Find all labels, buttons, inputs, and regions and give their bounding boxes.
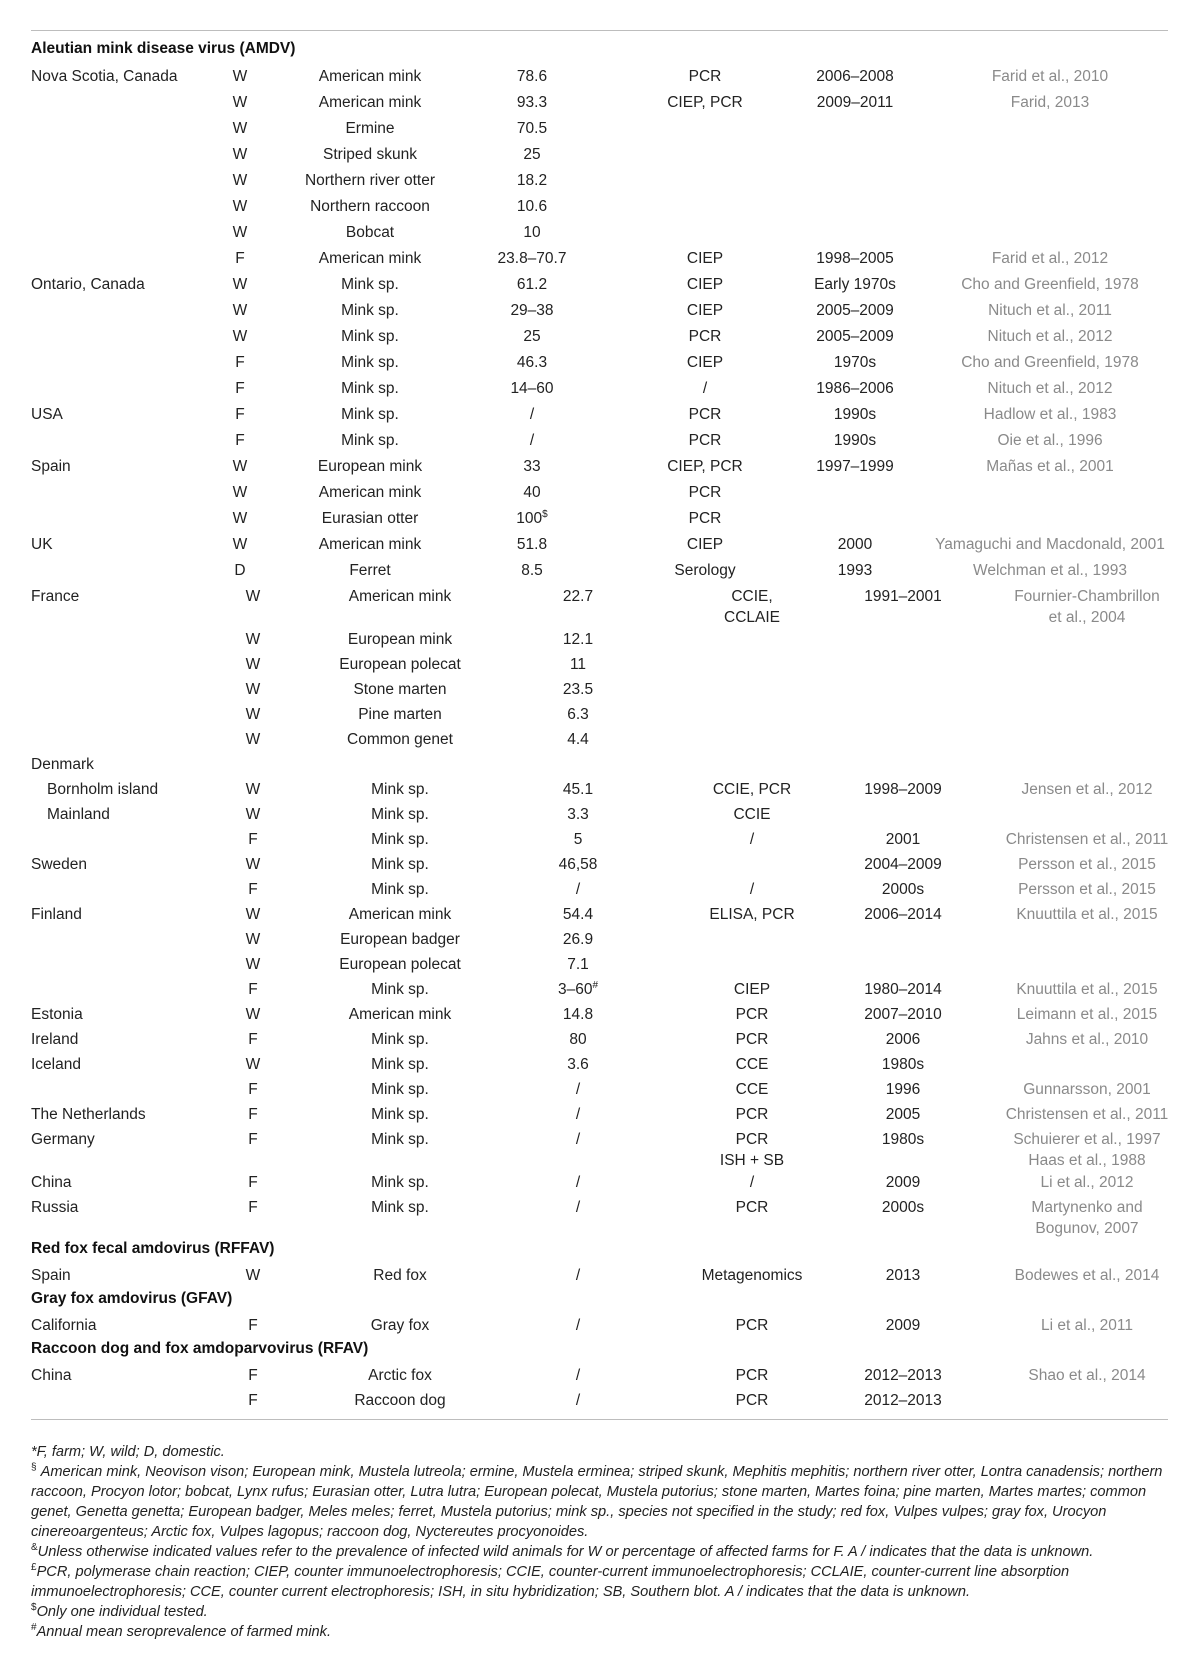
footnotes: [31, 1442, 1168, 1642]
period-cell: 1998–2005: [816, 250, 894, 267]
footnote-single-individual: $Only one individual tested.: [31, 1602, 208, 1620]
species-cell: Northern raccoon: [310, 198, 430, 215]
prevalence-cell: 10: [523, 224, 541, 241]
species-cell: Gray fox: [370, 1317, 430, 1334]
method-cell: PCR ISH + SB: [719, 1131, 785, 1169]
habitat-cell: W: [232, 302, 248, 319]
habitat-cell: W: [245, 856, 261, 873]
location-cell: Ireland: [31, 1031, 79, 1048]
habitat-cell: W: [232, 120, 248, 137]
reference-cell: Bodewes et al., 2014: [1014, 1267, 1160, 1284]
reference-cell: Farid et al., 2012: [991, 250, 1109, 267]
prevalence-cell: 23.8–70.7: [497, 250, 567, 267]
period-cell: 1980s: [881, 1056, 925, 1073]
prevalence-cell: 8.5: [521, 562, 543, 579]
reference-cell: Knuuttila et al., 2015: [1016, 906, 1158, 923]
species-cell: Mink sp.: [371, 831, 429, 848]
reference-cell: Jahns et al., 2010: [1025, 1031, 1149, 1048]
prevalence-cell: 14–60: [510, 380, 554, 397]
species-cell: American mink: [318, 250, 422, 267]
habitat-cell: W: [245, 806, 261, 823]
prevalence-cell: 46,58: [558, 856, 598, 873]
reference-cell: Knuuttila et al., 2015: [1016, 981, 1158, 998]
prevalence-cell: 78.6: [516, 68, 548, 85]
habitat-cell: W: [245, 588, 261, 605]
species-cell: Mink sp.: [371, 981, 429, 998]
method-cell: Serology: [674, 562, 736, 579]
method-cell: CIEP: [686, 302, 724, 319]
prevalence-cell: 100$: [516, 508, 548, 527]
prevalence-cell: 80: [569, 1031, 587, 1048]
prevalence-cell: 12.1: [562, 631, 594, 648]
habitat-cell: W: [245, 731, 261, 748]
method-cell: CIEP: [733, 981, 771, 998]
method-cell: CIEP: [686, 250, 724, 267]
section-title: Raccoon dog and fox amdoparvovirus (RFAV): [31, 1340, 369, 1357]
species-cell: Mink sp.: [371, 856, 429, 873]
prevalence-cell: 25: [523, 328, 541, 345]
prevalence-cell: /: [575, 1131, 581, 1148]
habitat-cell: F: [248, 1392, 258, 1409]
period-cell: 2005–2009: [816, 328, 894, 345]
reference-cell: Li et al., 2012: [1040, 1174, 1134, 1191]
prevalence-cell: 33: [523, 458, 541, 475]
location-cell: Mainland: [47, 806, 110, 823]
location-cell: California: [31, 1317, 97, 1334]
method-cell: PCR: [735, 1006, 769, 1023]
species-cell: Ferret: [349, 562, 391, 579]
species-cell: European mink: [317, 458, 423, 475]
habitat-cell: F: [248, 881, 258, 898]
reference-cell: Martynenko and Bogunov, 2007: [1031, 1199, 1143, 1237]
habitat-cell: W: [245, 956, 261, 973]
species-cell: Mink sp.: [371, 1174, 429, 1191]
reference-cell: Persson et al., 2015: [1018, 856, 1156, 873]
method-cell: PCR: [688, 406, 722, 423]
period-cell: Early 1970s: [814, 276, 896, 293]
reference-cell: Jensen et al., 2012: [1021, 781, 1153, 798]
location-cell: USA: [31, 406, 63, 423]
prevalence-cell: /: [575, 1317, 581, 1334]
prevalence-cell: 6.3: [567, 706, 589, 723]
location-cell: The Netherlands: [31, 1106, 146, 1123]
prevalence-cell: /: [575, 1199, 581, 1216]
period-cell: 2004–2009: [864, 856, 942, 873]
method-cell: PCR: [735, 1199, 769, 1216]
habitat-cell: W: [245, 681, 261, 698]
method-cell: PCR: [688, 484, 722, 501]
top-rule: [31, 30, 1168, 31]
reference-cell: Farid, 2013: [1010, 94, 1090, 111]
species-cell: European badger: [340, 931, 460, 948]
reference-cell: Gunnarsson, 2001: [1023, 1081, 1151, 1098]
method-cell: Metagenomics: [701, 1267, 803, 1284]
species-cell: Mink sp.: [341, 354, 399, 371]
prevalence-cell: 40: [523, 484, 541, 501]
method-cell: PCR: [735, 1367, 769, 1384]
location-cell: Estonia: [31, 1006, 83, 1023]
habitat-cell: W: [245, 656, 261, 673]
habitat-cell: F: [248, 1031, 258, 1048]
period-cell: 2005: [885, 1106, 921, 1123]
prevalence-cell: /: [575, 1267, 581, 1284]
section-title: Aleutian mink disease virus (AMDV): [31, 40, 296, 57]
species-cell: Mink sp.: [341, 406, 399, 423]
species-cell: Eurasian otter: [321, 510, 419, 527]
reference-cell: Leimann et al., 2015: [1016, 1006, 1158, 1023]
method-cell: /: [749, 831, 755, 848]
species-cell: American mink: [348, 588, 452, 605]
method-cell: CIEP: [686, 354, 724, 371]
prevalence-cell: 18.2: [516, 172, 548, 189]
prevalence-cell: 46.3: [516, 354, 548, 371]
prevalence-cell: /: [575, 1081, 581, 1098]
location-cell: Russia: [31, 1199, 79, 1216]
period-cell: 2005–2009: [816, 302, 894, 319]
species-cell: American mink: [318, 484, 422, 501]
species-cell: Mink sp.: [371, 806, 429, 823]
habitat-cell: W: [245, 706, 261, 723]
reference-cell: Welchman et al., 1993: [973, 562, 1127, 579]
period-cell: 2000: [837, 536, 873, 553]
species-cell: Mink sp.: [341, 302, 399, 319]
reference-cell: Christensen et al., 2011: [1005, 1106, 1169, 1123]
section-title: Gray fox amdovirus (GFAV): [31, 1290, 233, 1307]
period-cell: 2009: [885, 1174, 921, 1191]
method-cell: PCR: [688, 432, 722, 449]
species-cell: European polecat: [339, 956, 461, 973]
period-cell: 1980–2014: [864, 981, 942, 998]
reference-cell: Christensen et al., 2011: [1005, 831, 1169, 848]
reference-cell: Persson et al., 2015: [1018, 881, 1156, 898]
footnote-mark: #: [592, 979, 599, 991]
prevalence-cell: 22.7: [562, 588, 594, 605]
species-cell: Mink sp.: [341, 432, 399, 449]
location-cell: France: [31, 588, 80, 605]
prevalence-cell: /: [575, 1367, 581, 1384]
method-cell: CCE: [735, 1056, 769, 1073]
habitat-cell: W: [232, 510, 248, 527]
method-cell: PCR: [688, 328, 722, 345]
prevalence-cell: 23.5: [562, 681, 594, 698]
method-cell: CCIE, PCR: [712, 781, 792, 798]
period-cell: 1980s: [881, 1131, 925, 1148]
method-cell: PCR: [688, 510, 722, 527]
location-cell: Finland: [31, 906, 82, 923]
prevalence-cell: /: [575, 1392, 581, 1409]
period-cell: 2009: [885, 1317, 921, 1334]
footnote-key: *F, farm; W, wild; D, domestic.: [31, 1444, 225, 1460]
prevalence-cell: /: [529, 432, 535, 449]
habitat-cell: F: [248, 1367, 258, 1384]
habitat-cell: F: [235, 250, 245, 267]
prevalence-cell: 70.5: [516, 120, 548, 137]
period-cell: 1998–2009: [864, 781, 942, 798]
prevalence-cell: 14.8: [562, 1006, 594, 1023]
habitat-cell: W: [232, 146, 248, 163]
prevalence-cell: 4.4: [567, 731, 589, 748]
period-cell: 2006: [885, 1031, 921, 1048]
reference-cell: Schuierer et al., 1997 Haas et al., 1988: [1013, 1131, 1161, 1169]
species-cell: Mink sp.: [371, 1056, 429, 1073]
prevalence-cell: 10.6: [516, 198, 548, 215]
habitat-cell: F: [235, 354, 245, 371]
prevalence-cell: /: [575, 881, 581, 898]
period-cell: 1990s: [833, 432, 877, 449]
period-cell: 2012–2013: [864, 1392, 942, 1409]
period-cell: 1990s: [833, 406, 877, 423]
species-cell: American mink: [318, 94, 422, 111]
method-cell: CCIE, CCLAIE: [724, 588, 780, 626]
location-cell: Spain: [31, 458, 71, 475]
habitat-cell: W: [232, 172, 248, 189]
habitat-cell: W: [245, 1056, 261, 1073]
species-cell: European mink: [347, 631, 453, 648]
species-cell: Mink sp.: [341, 380, 399, 397]
habitat-cell: W: [245, 906, 261, 923]
location-cell: Germany: [31, 1131, 95, 1148]
prevalence-cell: 3.6: [567, 1056, 589, 1073]
habitat-cell: W: [245, 781, 261, 798]
period-cell: 1970s: [833, 354, 877, 371]
prevalence-cell: 61.2: [516, 276, 548, 293]
habitat-cell: F: [248, 1174, 258, 1191]
habitat-cell: W: [232, 94, 248, 111]
species-cell: Mink sp.: [371, 1106, 429, 1123]
prevalence-cell: 45.1: [562, 781, 594, 798]
method-cell: PCR: [735, 1392, 769, 1409]
species-cell: Mink sp.: [371, 1031, 429, 1048]
reference-cell: Nituch et al., 2011: [988, 302, 1112, 319]
habitat-cell: F: [248, 1106, 258, 1123]
method-cell: ELISA, PCR: [709, 906, 795, 923]
species-cell: American mink: [318, 68, 422, 85]
prevalence-cell: 51.8: [516, 536, 548, 553]
species-cell: Mink sp.: [371, 1081, 429, 1098]
period-cell: 2012–2013: [864, 1367, 942, 1384]
period-cell: 2006–2008: [816, 68, 894, 85]
period-cell: 2000s: [881, 1199, 925, 1216]
reference-cell: Hadlow et al., 1983: [983, 406, 1117, 423]
reference-cell: Farid et al., 2010: [991, 68, 1109, 85]
species-cell: Arctic fox: [368, 1367, 432, 1384]
habitat-cell: W: [245, 1267, 261, 1284]
habitat-cell: F: [248, 831, 258, 848]
footnote-values: &Unless otherwise indicated values refer to the prevalence of infected wild animals for W or percentage of affected farms for F. A / indicates that the data is unknown.: [31, 1542, 1094, 1560]
reference-cell: Oie et al., 1996: [997, 432, 1103, 449]
method-cell: /: [749, 881, 755, 898]
period-cell: 1997–1999: [816, 458, 894, 475]
prevalence-cell: 93.3: [516, 94, 548, 111]
period-cell: 1993: [837, 562, 873, 579]
period-cell: 2007–2010: [864, 1006, 942, 1023]
location-cell: Ontario, Canada: [31, 276, 145, 293]
period-cell: 2013: [885, 1267, 921, 1284]
prevalence-cell: /: [529, 406, 535, 423]
period-cell: 1991–2001: [864, 588, 942, 605]
period-cell: 2001: [885, 831, 921, 848]
method-cell: CIEP, PCR: [667, 94, 743, 111]
method-cell: CIEP, PCR: [667, 458, 743, 475]
habitat-cell: W: [232, 536, 248, 553]
habitat-cell: F: [248, 1317, 258, 1334]
location-cell: China: [31, 1174, 72, 1191]
habitat-cell: W: [232, 68, 248, 85]
location-cell: Iceland: [31, 1056, 81, 1073]
species-cell: Common genet: [347, 731, 453, 748]
habitat-cell: F: [235, 432, 245, 449]
habitat-cell: W: [232, 224, 248, 241]
method-cell: PCR: [735, 1106, 769, 1123]
prevalence-cell: 3–60#: [557, 979, 599, 998]
habitat-cell: W: [232, 198, 248, 215]
bottom-rule: [31, 1419, 1168, 1420]
species-cell: Mink sp.: [371, 1131, 429, 1148]
method-cell: PCR: [688, 68, 722, 85]
species-cell: American mink: [348, 1006, 452, 1023]
prevalence-cell: 3.3: [567, 806, 589, 823]
method-cell: /: [749, 1174, 755, 1191]
prevalence-cell: /: [575, 1106, 581, 1123]
habitat-cell: F: [235, 380, 245, 397]
footnote-methods: £PCR, polymerase chain reaction; CIEP, counter immunoelectrophoresis; CCIE, counter-current immunoelectrophoresis; CCLAIE, counter-current line absorption immunoelectrophoresis; CCE, counter current electrophoresis; ISH, in situ hybridization; SB, Southern blot. A / indicates that the data is unknown.: [31, 1562, 1070, 1600]
species-cell: Mink sp.: [371, 881, 429, 898]
footnote-species: § American mink, Neovison vison; European mink, Mustela lutreola; ermine, Mustela erminea; striped skunk, Mephitis mephitis; northern river otter, Lontra canadensis; northern raccoon, Procyon lotor; bobcat, Lynx rufus; Eurasian otter, Lutra lutra; European polecat, Mustela putorius; stone marten, Martes foina; pine marten, Martes martes; common genet, Genetta genetta; European badger, Meles meles; ferret, Mustela putorius; mink sp., species not specified in the study; red fox, Vulpes vulpes; gray fox, Urocyon cinereoargenteus; Arctic fox, Vulpes lagopus; raccoon dog, Nyctereutes procyonoides.: [31, 1462, 1163, 1540]
species-cell: Mink sp.: [371, 781, 429, 798]
reference-cell: Yamaguchi and Macdonald, 2001: [935, 536, 1165, 553]
method-cell: PCR: [735, 1317, 769, 1334]
habitat-cell: W: [245, 1006, 261, 1023]
method-cell: /: [702, 380, 708, 397]
period-cell: 2006–2014: [864, 906, 942, 923]
habitat-cell: W: [245, 631, 261, 648]
method-cell: PCR: [735, 1031, 769, 1048]
section-title: Red fox fecal amdovirus (RFFAV): [31, 1240, 275, 1257]
prevalence-cell: 7.1: [567, 956, 589, 973]
period-cell: 2000s: [881, 881, 925, 898]
species-cell: Red fox: [373, 1267, 427, 1284]
species-cell: European polecat: [339, 656, 461, 673]
prevalence-cell: /: [575, 1174, 581, 1191]
location-cell: Sweden: [31, 856, 88, 873]
method-cell: CIEP: [686, 276, 724, 293]
method-cell: CCE: [735, 1081, 769, 1098]
location-cell: Bornholm island: [47, 781, 159, 798]
prevalence-cell: 11: [569, 656, 587, 673]
location-cell: Spain: [31, 1267, 71, 1284]
habitat-cell: F: [235, 406, 245, 423]
habitat-cell: W: [232, 276, 248, 293]
species-cell: Stone marten: [353, 681, 447, 698]
habitat-cell: F: [248, 1081, 258, 1098]
reference-cell: Cho and Greenfield, 1978: [961, 354, 1139, 371]
species-cell: American mink: [348, 906, 452, 923]
location-cell: Denmark: [31, 756, 94, 773]
species-cell: Raccoon dog: [354, 1392, 446, 1409]
period-cell: 1986–2006: [816, 380, 894, 397]
species-cell: Striped skunk: [323, 146, 417, 163]
species-cell: Ermine: [345, 120, 395, 137]
habitat-cell: W: [245, 931, 261, 948]
species-cell: Mink sp.: [371, 1199, 429, 1216]
habitat-cell: D: [234, 562, 246, 579]
location-cell: UK: [31, 536, 53, 553]
reference-cell: Shao et al., 2014: [1028, 1367, 1146, 1384]
species-cell: Mink sp.: [341, 276, 399, 293]
habitat-cell: W: [232, 328, 248, 345]
habitat-cell: F: [248, 981, 258, 998]
location-cell: China: [31, 1367, 72, 1384]
prevalence-cell: 25: [523, 146, 541, 163]
method-cell: CIEP: [686, 536, 724, 553]
prevalence-cell: 29–38: [510, 302, 554, 319]
footnote-annual-mean: #Annual mean seroprevalence of farmed mink.: [31, 1622, 332, 1640]
habitat-cell: W: [232, 484, 248, 501]
period-cell: 1996: [885, 1081, 921, 1098]
reference-cell: Cho and Greenfield, 1978: [961, 276, 1139, 293]
species-cell: Pine marten: [358, 706, 442, 723]
species-cell: Mink sp.: [341, 328, 399, 345]
habitat-cell: F: [248, 1199, 258, 1216]
location-cell: Nova Scotia, Canada: [31, 68, 178, 85]
prevalence-cell: 54.4: [562, 906, 594, 923]
reference-cell: Fournier-Chambrillon et al., 2004: [1014, 588, 1160, 626]
habitat-cell: W: [232, 458, 248, 475]
prevalence-cell: 5: [573, 831, 583, 848]
species-cell: American mink: [318, 536, 422, 553]
habitat-cell: F: [248, 1131, 258, 1148]
reference-cell: Nituch et al., 2012: [987, 380, 1113, 397]
footnote-mark: $: [542, 508, 548, 520]
species-cell: Bobcat: [345, 224, 395, 241]
species-cell: Northern river otter: [304, 172, 436, 189]
method-cell: CCIE: [733, 806, 771, 823]
reference-cell: Mañas et al., 2001: [986, 458, 1114, 475]
period-cell: 2009–2011: [816, 94, 894, 111]
reference-cell: Li et al., 2011: [1041, 1317, 1133, 1334]
reference-cell: Nituch et al., 2012: [987, 328, 1113, 345]
prevalence-cell: 26.9: [562, 931, 594, 948]
